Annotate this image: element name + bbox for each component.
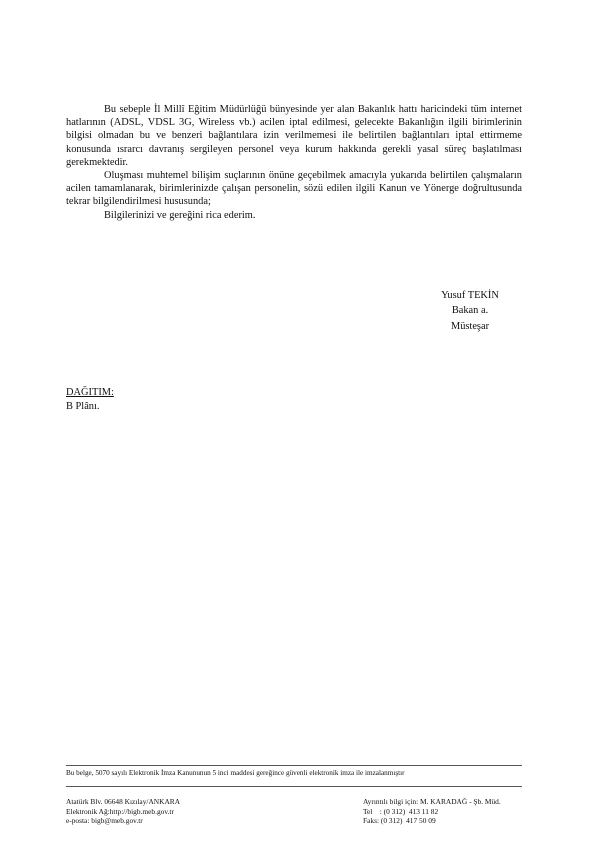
signatory-delegation: Bakan a. xyxy=(451,305,489,317)
paragraph-internet-lines: Bu sebeple İl Millî Eğitim Müdürlüğü bünyesinde yer alan Bakanlık hattı haricindeki tüm internet hatlarının (ADSL, VDSL 3G, Wireless vb.) acilen iptal edilmesi, gelecekte Bakanlığın ilgili birimlerinin bilgisi olmadan bu ve benzeri bağlantılara izin verilmemesi ile belirtilen bağlantıları iptal ettirmeme konusunda ısrarcı davranış sergileyen personel veya kurum hakkında gerekli yasal süreç başlatılması gerekmektedir. xyxy=(66,104,522,168)
footer-divider-top xyxy=(66,765,522,766)
paragraph-closing: Bilgilerinizi ve gereğini rica ederim. xyxy=(104,209,256,221)
footer-contact-right xyxy=(363,797,501,826)
footer-contact-person: Ayrıntılı bilgi için: M. KARADAĞ - Şb. Müd. xyxy=(363,797,501,806)
footer-website: Elektronik Ağ:http://bigb.meb.gov.tr xyxy=(66,806,174,816)
distribution-title: DAĞITIM: xyxy=(66,387,114,398)
footer-telephone: Tel : (0 312) 413 11 82 xyxy=(363,806,439,816)
distribution-block xyxy=(66,386,114,413)
footer-fax: Faks: (0 312) 417 50 09 xyxy=(363,816,436,826)
letter-body xyxy=(66,103,522,222)
signatory-name: Yusuf TEKİN xyxy=(441,290,499,301)
footer-contact-left xyxy=(66,797,180,826)
footer-address: Atatürk Blv. 06648 Kızılay/ANKARA xyxy=(66,797,181,806)
signatory-title: Müsteşar xyxy=(450,320,490,332)
footer-divider-bottom xyxy=(66,786,522,787)
signature-block xyxy=(420,288,520,334)
distribution-item: B Plânı. xyxy=(66,400,100,412)
footer-esignature-note: Bu belge, 5070 sayılı Elektronik İmza Kanununun 5 inci maddesi gereğince güvenli elektronik imza ile imzalanmıştır xyxy=(66,769,405,777)
footer-email: e-posta: bigb@meb.gov.tr xyxy=(66,816,143,826)
paragraph-cyber-crime: Oluşması muhtemel bilişim suçlarının önüne geçebilmek amacıyla yukarıda belirtilen çalışmaların acilen tamamlanarak, birimlerinizde çalışan personelin, sözü edilen ilgili Kanun ve Yönerge doğrultusunda tekrar bilgilendirilmesi hususunda; xyxy=(66,170,522,208)
